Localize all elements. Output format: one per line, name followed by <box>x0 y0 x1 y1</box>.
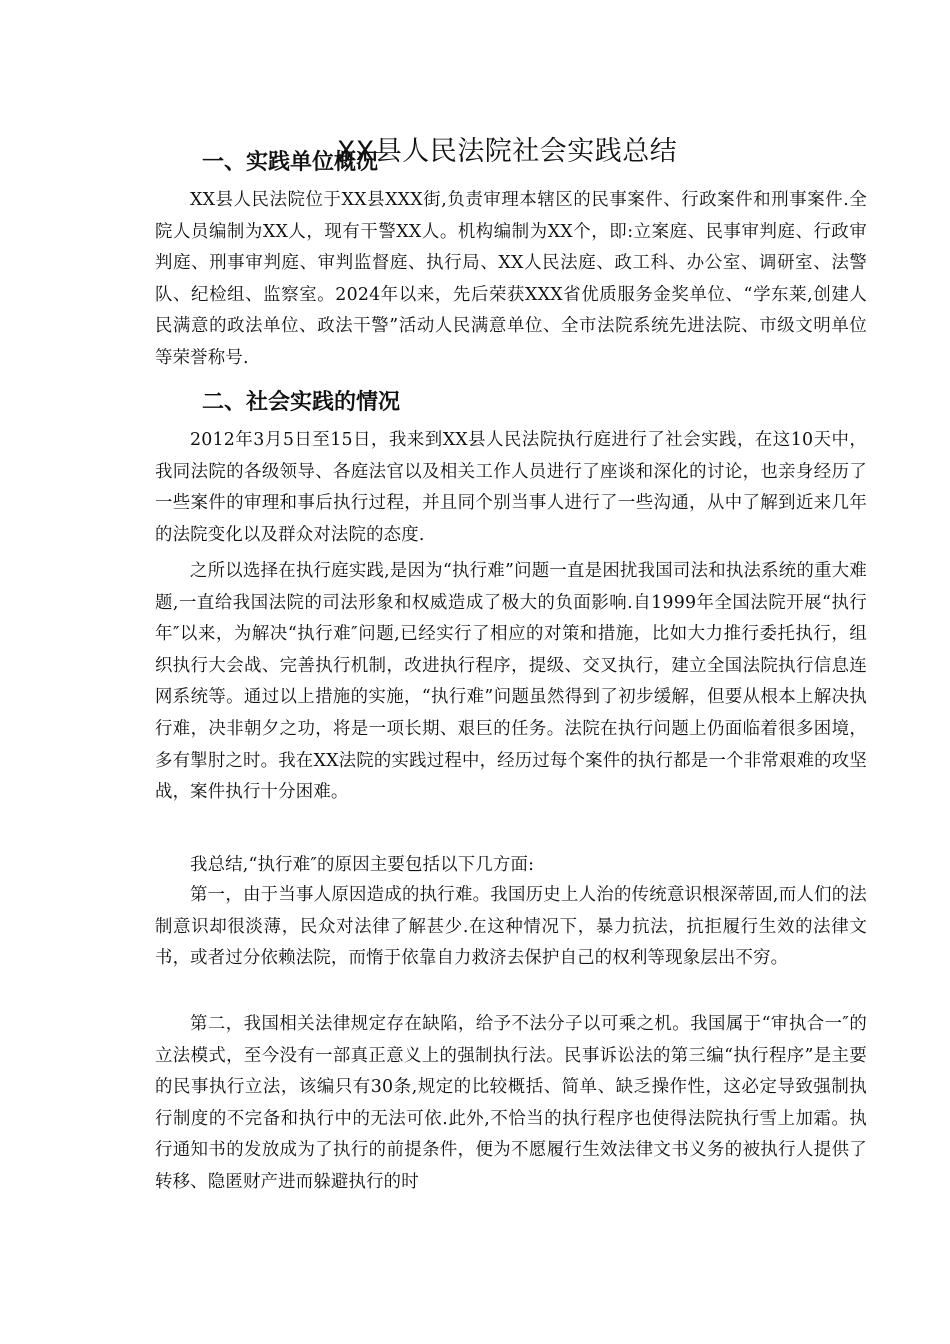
section-heading-practice: 二、社会实践的情况 <box>202 390 401 415</box>
overview-paragraph: XX县人民法院位于XX县XXX街,负责审理本辖区的民事案件、行政案件和刑事案件.全院人员编制为XX人，现有干警XX人。机构编制为XX个，即:立案庭、民事审判庭、行政审判庭、刑事审判庭、审判监督庭、执行局、XX人民法庭、政工科、办公室、调研室、法警队、纪检组、监察室。2024年以来，先后荣获XXX省优质服务金奖单位、“学东莱,创建人民满意的政法单位、政法干警”活动人民满意单位、全市法院系统先进法院、市级文明单位等荣誉称号. <box>155 190 867 368</box>
practice-paragraph-3: 我总结,“执行难″的原因主要包括以下几方面: <box>190 855 535 875</box>
section-heading-overview: 一、实践单位概况 <box>202 150 379 175</box>
practice-paragraph-4: 第一，由于当事人原因造成的执行难。我国历史上人治的传统意识根深蒂固,而人们的法制意识却很淡薄，民众对法律了解甚少.在这种情况下，暴力抗法，抗拒履行生效的法律文书，或者过分依赖法院，而惰于依靠自力救济去保护自己的权利等现象层出不穷。 <box>155 885 867 969</box>
practice-paragraph-1: 2012年3月5日至15日，我来到XX县人民法院执行庭进行了社会实践，在这10天中，我同法院的各级领导、各庭法官以及相关工作人员进行了座谈和深化的讨论，也亲身经历了一些案件的审理和事后执行过程，并且同个别当事人进行了一些沟通，从中了解到近来几年的法院变化以及群众对法院的态度. <box>155 430 867 545</box>
practice-paragraph-2: 之所以选择在执行庭实践,是因为“执行难”问题一直是困扰我国司法和执法系统的重大难题,一直给我国法院的司法形象和权威造成了极大的负面影响.自1999年全国法院开展“执行年″以来，为解决“执行难″问题,已经实行了相应的对策和措施，比如大力推行委托执行，组织执行大会战、完善执行机制，改进执行程序，提级、交叉执行，建立全国法院执行信息连网系统等。通过以上措施的实施，“执行难”问题虽然得到了初步缓解，但要从根本上解决执行难，决非朝夕之功，将是一项长期、艰巨的任务。法院在执行问题上仍面临着很多困境，多有掣肘之时。我在XX法院的实践过程中，经历过每个案件的执行都是一个非常艰难的攻坚战，案件执行十分困难。 <box>155 561 867 803</box>
document-title: XX县人民法院社会实践总结 <box>336 136 678 168</box>
practice-paragraph-5: 第二，我国相关法律规定存在缺陷，给予不法分子以可乘之机。我国属于“审执合一″的立法模式，至今没有一部真正意义上的强制执行法。民事诉讼法的第三编“执行程序”是主要的民事执行立法，该编只有30条,规定的比较概括、简单、缺乏操作性，这必定导致强制执行制度的不完备和执行中的无法可依.此外,不恰当的执行程序也使得法院执行雪上加霜。执行通知书的发放成为了执行的前提条件，便为不愿履行生效法律文书义务的被执行人提供了转移、隐匿财产进而躲避执行的时 <box>155 1014 867 1192</box>
